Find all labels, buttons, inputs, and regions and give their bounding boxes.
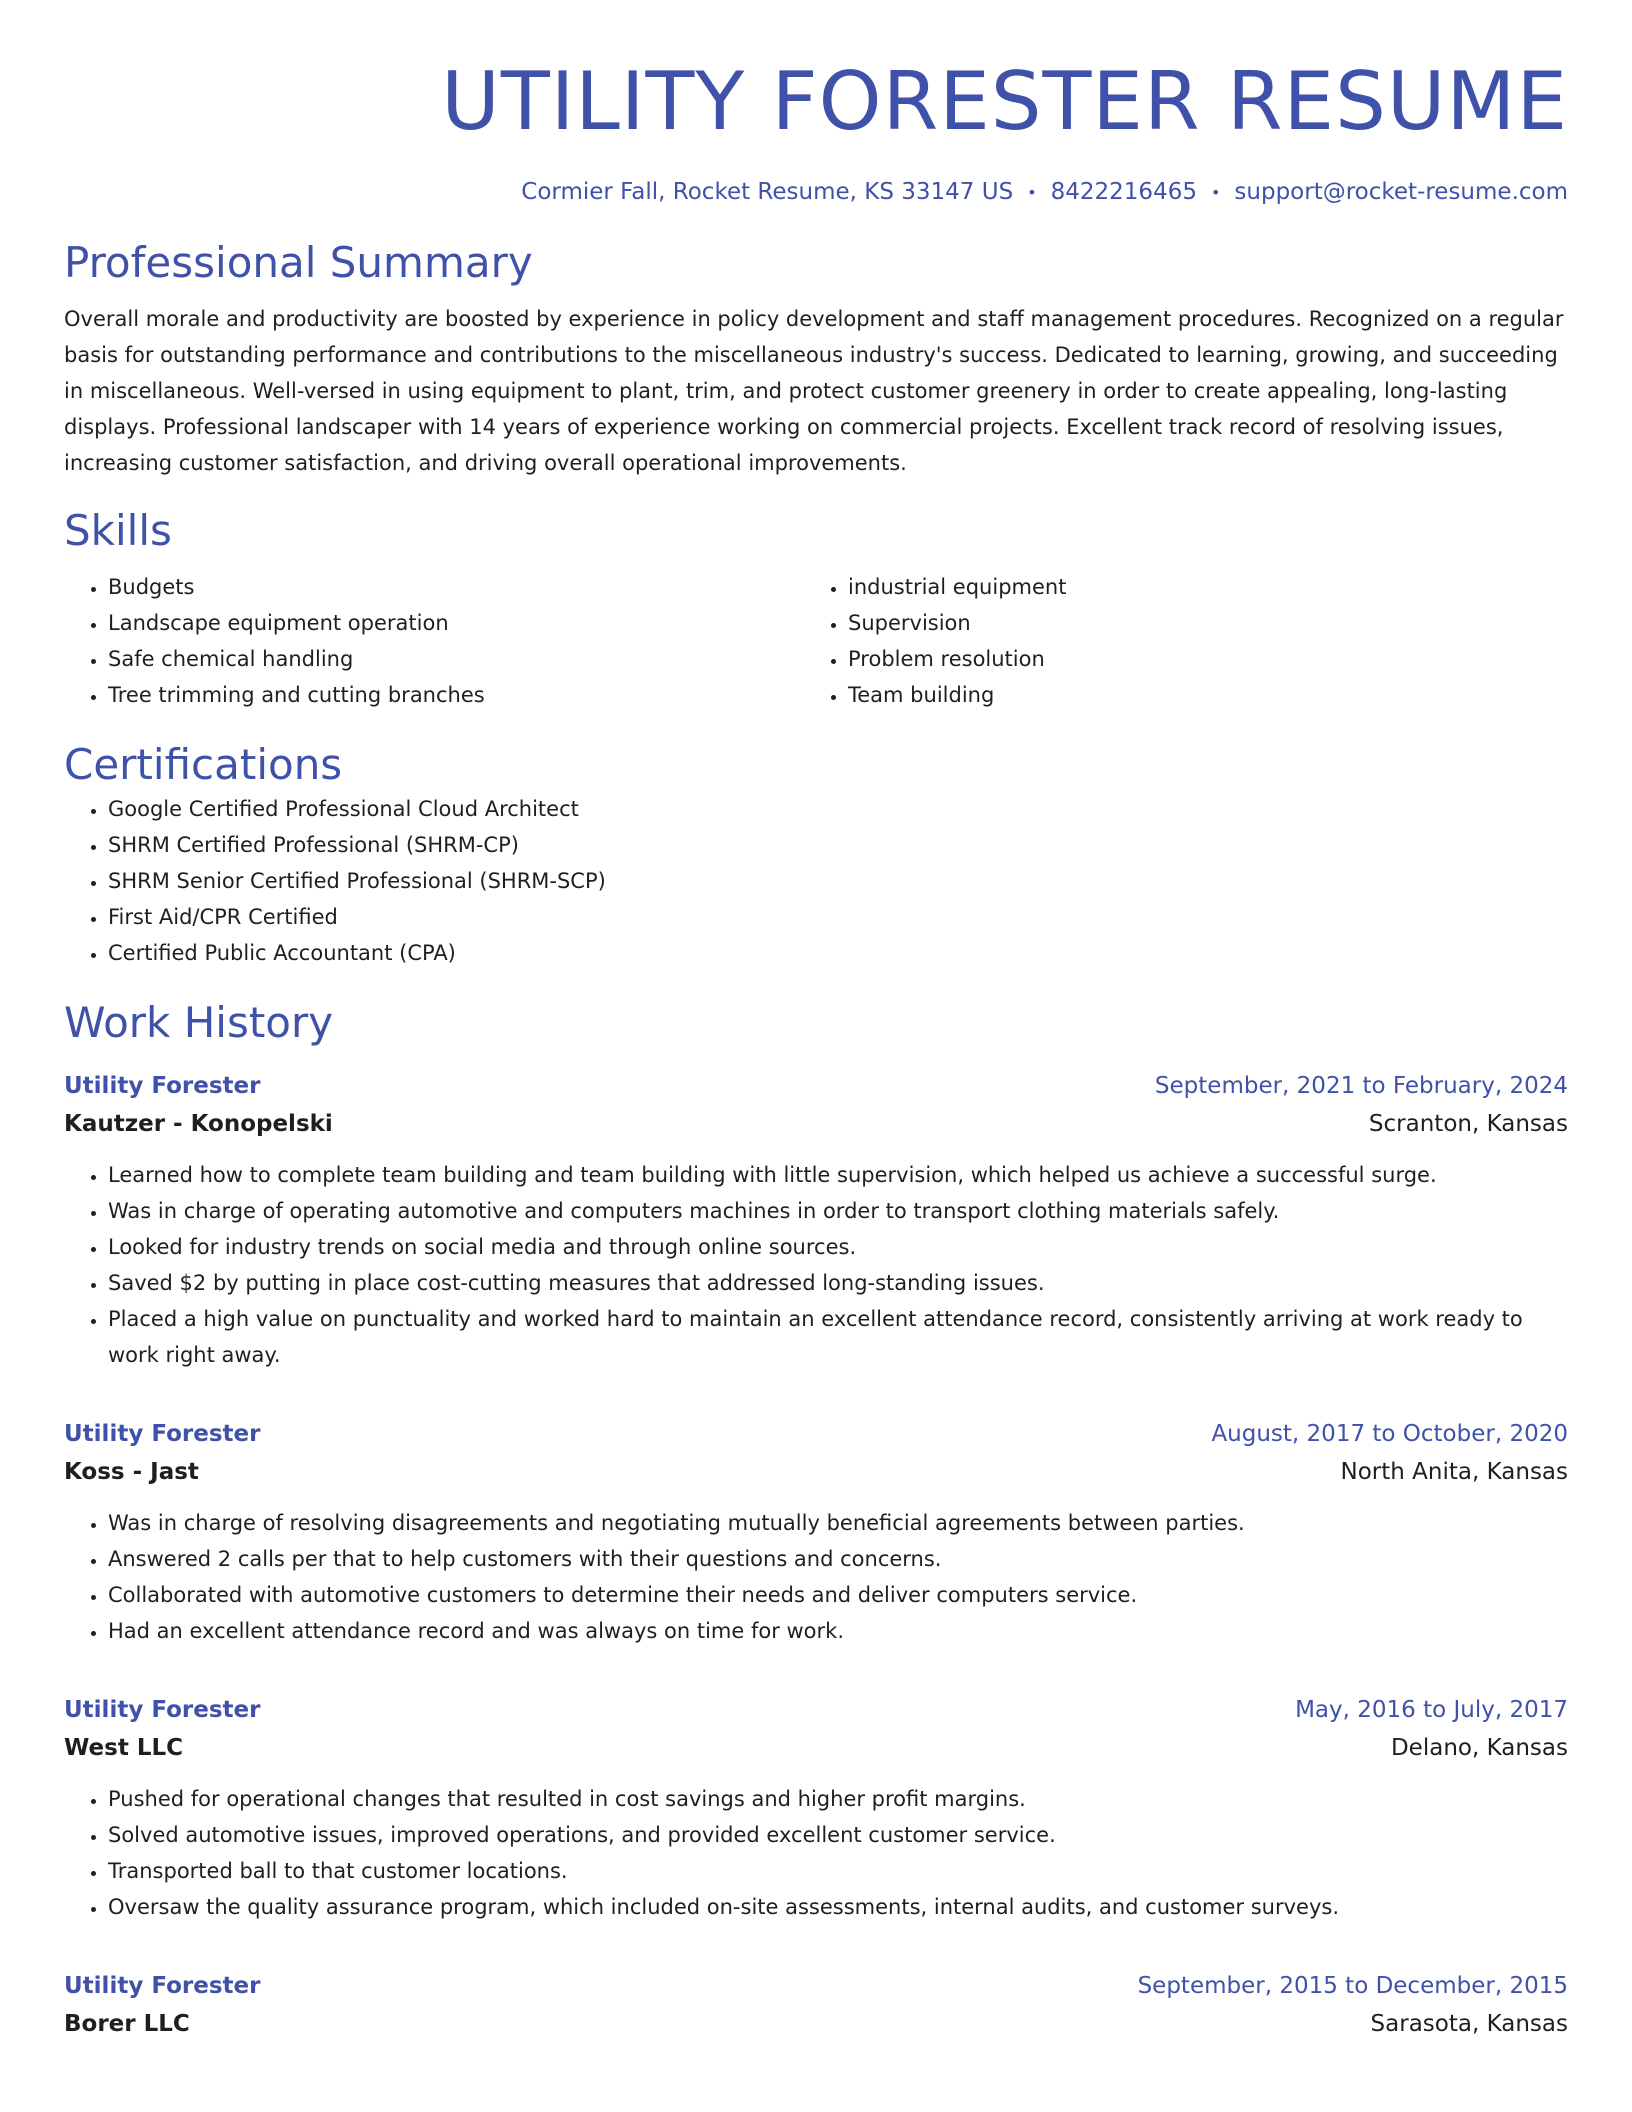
job-location: Sarasota, Kansas — [1370, 2010, 1568, 2037]
job-title-row — [64, 1415, 1568, 1453]
summary-text: Overall morale and productivity are boosted by experience in policy development and staff management procedures. Recognized on a regular basis for outstanding performance and contributions to the miscellaneous industry's success. Dedicated to learning, growing, and succeeding in miscellaneous. Well-versed in using equipment to plant, trim, and protect customer greenery in order to create appealing, long-lasting displays. Professional landscaper with 14 years of experience working on commercial projects. Excellent track record of resolving issues, increasing customer satisfaction, and driving overall operational improvements. — [64, 306, 1564, 475]
job-bullet: • Had an excellent attendance record and was always on time for work. — [108, 1613, 1568, 1649]
skills-columns — [64, 569, 1568, 713]
certifications-section — [64, 739, 1568, 971]
skill-item: • Budgets — [108, 569, 804, 605]
job-company: Koss - Jast — [64, 1458, 199, 1485]
job-company: West LLC — [64, 1734, 184, 1761]
job-location: Delano, Kansas — [1390, 1734, 1568, 1761]
certification-item: • SHRM Senior Certified Professional (SHRM-SCP) — [108, 863, 1568, 899]
job-bullets — [64, 1505, 1568, 1649]
contact-line — [64, 176, 1568, 209]
resume-title: UTILITY FORESTER RESUME — [441, 55, 1568, 148]
contact-address: Cormier Fall, Rocket Resume, KS 33147 US — [521, 179, 1014, 205]
skills-left-column — [64, 569, 804, 713]
certifications-list — [64, 791, 1568, 971]
skill-item: • Team building — [848, 677, 1544, 713]
job-company-row — [64, 2005, 1568, 2043]
certifications-heading: Certifications — [64, 739, 343, 789]
job-company: Kautzer - Konopelski — [64, 1110, 333, 1137]
job-bullets — [64, 1157, 1568, 1373]
skill-item: • Supervision — [848, 605, 1544, 641]
summary-heading: Professional Summary — [64, 237, 533, 287]
job-entry — [64, 1967, 1568, 2043]
skills-right-column — [804, 569, 1544, 713]
work-history-section — [64, 997, 1568, 2043]
job-bullet: • Transported ball to that customer locations. — [108, 1853, 1568, 1889]
skills-section — [64, 505, 1568, 713]
job-bullet: • Was in charge of operating automotive and computers machines in order to transport clothing materials safely. — [108, 1193, 1568, 1229]
work-history-heading: Work History — [64, 997, 334, 1047]
job-bullet: • Saved $2 by putting in place cost-cutting measures that addressed long-standing issues. — [108, 1265, 1568, 1301]
certification-item: • Certified Public Accountant (CPA) — [108, 935, 1568, 971]
job-location: North Anita, Kansas — [1340, 1458, 1568, 1485]
job-dates: August, 2017 to October, 2020 — [1211, 1420, 1568, 1447]
job-bullet: • Answered 2 calls per that to help customers with their questions and concerns. — [108, 1541, 1568, 1577]
skill-item: • Safe chemical handling — [108, 641, 804, 677]
skill-item: • Landscape equipment operation — [108, 605, 804, 641]
job-entry — [64, 1067, 1568, 1373]
job-title: Utility Forester — [64, 1972, 261, 1999]
skill-item: • industrial equipment — [848, 569, 1544, 605]
job-entry — [64, 1691, 1568, 1925]
job-title-row — [64, 1967, 1568, 2005]
job-title: Utility Forester — [64, 1072, 261, 1099]
certification-item: • Google Certified Professional Cloud Architect — [108, 791, 1568, 827]
job-bullets — [64, 1781, 1568, 1925]
skills-heading: Skills — [64, 505, 172, 555]
skill-item: • Problem resolution — [848, 641, 1544, 677]
job-location: Scranton, Kansas — [1368, 1110, 1568, 1137]
job-company-row — [64, 1453, 1568, 1491]
certification-item: • SHRM Certified Professional (SHRM-CP) — [108, 827, 1568, 863]
job-company: Borer LLC — [64, 2010, 190, 2037]
contact-separator: • — [1210, 182, 1221, 202]
job-title: Utility Forester — [64, 1696, 261, 1723]
job-title: Utility Forester — [64, 1420, 261, 1447]
job-company-row — [64, 1105, 1568, 1143]
job-bullet: • Pushed for operational changes that resulted in cost savings and higher profit margins. — [108, 1781, 1568, 1817]
summary-section — [64, 237, 1568, 481]
certification-item: • First Aid/CPR Certified — [108, 899, 1568, 935]
job-bullet: • Placed a high value on punctuality and worked hard to maintain an excellent attendance record, consistently arriving at work ready to work right away. — [108, 1301, 1568, 1373]
job-dates: September, 2015 to December, 2015 — [1137, 1972, 1568, 1999]
job-title-row — [64, 1691, 1568, 1729]
resume-header — [64, 52, 1568, 209]
job-bullet: • Looked for industry trends on social media and through online sources. — [108, 1229, 1568, 1265]
skill-item: • Tree trimming and cutting branches — [108, 677, 804, 713]
job-title-row — [64, 1067, 1568, 1105]
job-dates: May, 2016 to July, 2017 — [1295, 1696, 1568, 1723]
job-entry — [64, 1415, 1568, 1649]
job-bullet: • Oversaw the quality assurance program, which included on-site assessments, internal audits, and customer surveys. — [108, 1889, 1568, 1925]
contact-separator: • — [1027, 182, 1037, 202]
contact-email: support@rocket-resume.com — [1234, 179, 1568, 205]
job-dates: September, 2021 to February, 2024 — [1154, 1072, 1568, 1099]
job-bullet: • Was in charge of resolving disagreements and negotiating mutually beneficial agreements between parties. — [108, 1505, 1568, 1541]
job-bullet: • Solved automotive issues, improved operations, and provided excellent customer service. — [108, 1817, 1568, 1853]
job-company-row — [64, 1729, 1568, 1767]
contact-phone: 8422216465 — [1050, 179, 1197, 205]
job-bullet: • Collaborated with automotive customers to determine their needs and deliver computers service. — [108, 1577, 1568, 1613]
job-bullet: • Learned how to complete team building and team building with little supervision, which helped us achieve a successful surge. — [108, 1157, 1568, 1193]
